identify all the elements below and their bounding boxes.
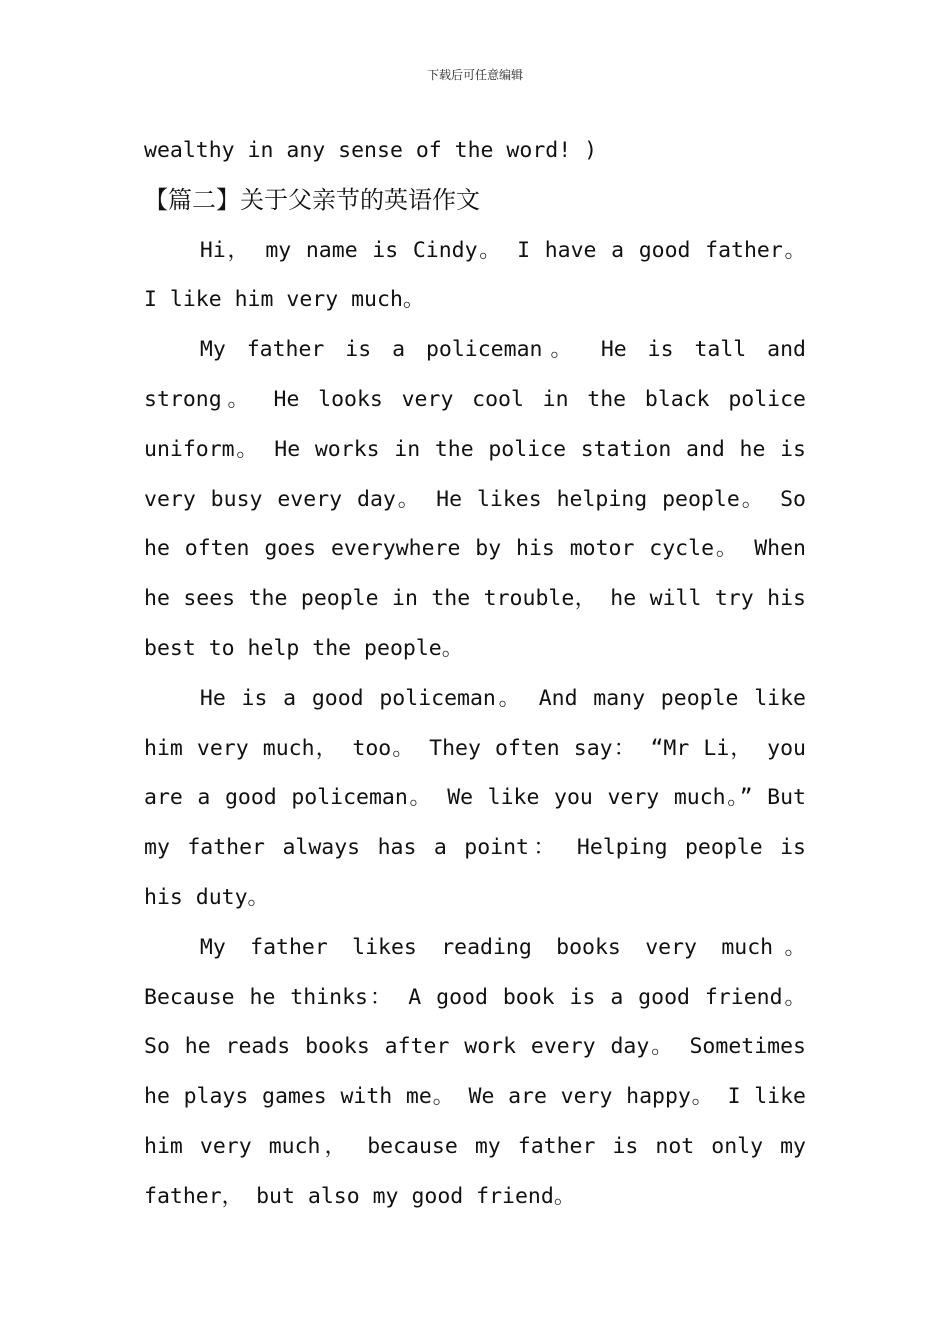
paragraph-1: Hi， my name is Cindy。 I have a good father。 I like him very much。: [144, 237, 806, 313]
paragraph-3: He is a good policeman。 And many people like him very much， too。 They often say： “Mr Li， you are a good policeman。 We like you very much。” But my father always has a point： Helping people is his duty。: [144, 685, 806, 910]
document-body: [144, 126, 806, 1222]
lead-line: wealthy in any sense of the word! ): [144, 138, 598, 163]
page-header: 下载后可任意编辑: [426, 68, 523, 82]
paragraph-4: My father likes reading books very much。 Because he thinks： A good book is a good friend。 So he reads books after work every day。 Sometimes he plays games with me。 We are very happy。 I like him very much， because my father is not only my father， but also my good friend。: [144, 934, 806, 1209]
section-title: 【篇二】关于父亲节的英语作文: [144, 185, 480, 214]
paragraph-2: My father is a policeman。 He is tall and strong。 He looks very cool in the black police uniform。 He works in the police station and he is very busy every day。 He likes helping people。 So he often goes everywhere by his motor cycle。 When he sees the people in the trouble， he will try his best to help the people。: [144, 337, 806, 661]
